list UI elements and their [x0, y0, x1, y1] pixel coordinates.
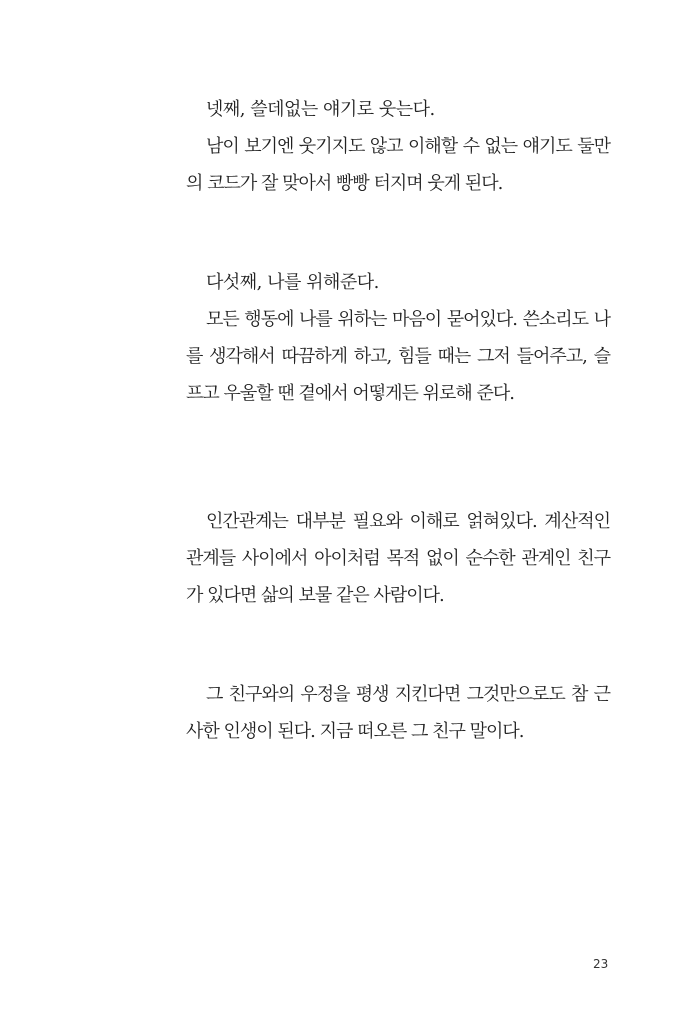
section-fourth-trait	[186, 91, 610, 202]
body-paragraph: 남이 보기엔 웃기지도 않고 이해할 수 없는 얘기도 둘만의 코드가 잘 맞아서 빵빵 터지며 웃게 된다.	[186, 136, 610, 194]
body-paragraph: 모든 행동에 나를 위하는 마음이 묻어있다. 쓴소리도 나를 생각해서 따끔하게 하고, 힘들 때는 그저 들어주고, 슬프고 우울할 땐 곁에서 어떻게든 위로해 준다.	[186, 309, 610, 404]
page-number: 23	[593, 957, 609, 971]
section-friendship	[186, 676, 610, 750]
section-fifth-trait	[186, 264, 610, 412]
body-paragraph: 그 친구와의 우정을 평생 지킨다면 그것만으로도 참 근사한 인생이 된다. 지금 떠오른 그 친구 말이다.	[186, 684, 610, 742]
section-heading: 다섯째, 나를 위해준다.	[206, 272, 379, 293]
body-paragraph: 인간관계는 대부분 필요와 이해로 얽혀있다. 계산적인 관계들 사이에서 아이처럼 목적 없이 순수한 관계인 친구가 있다면 삶의 보물 같은 사람이다.	[186, 511, 610, 606]
section-heading: 넷째, 쓸데없는 얘기로 웃는다.	[206, 99, 435, 120]
section-relationships	[186, 503, 610, 614]
